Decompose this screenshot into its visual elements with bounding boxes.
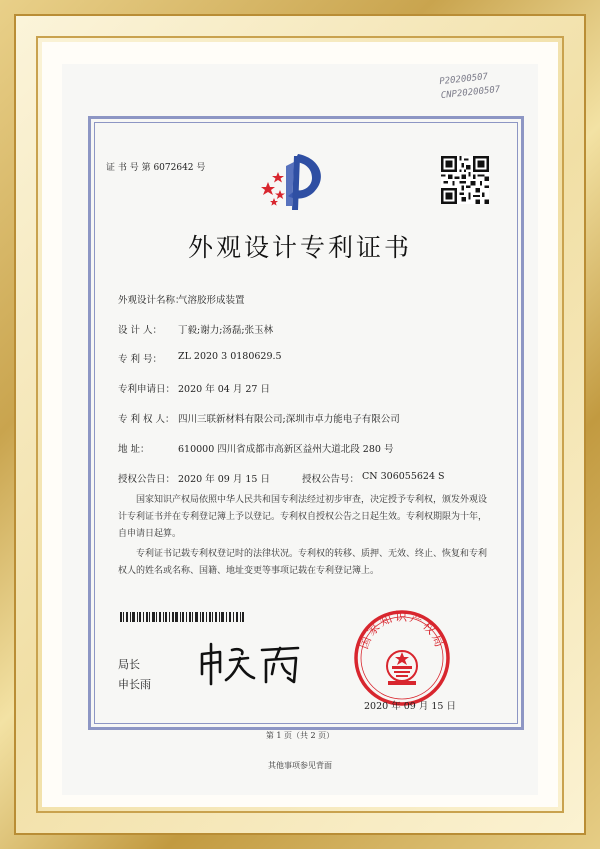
grant-number-label: 授权公告号：: [302, 474, 360, 485]
footer-note: 其他事项参见背面: [268, 761, 332, 770]
designer-label: 设 计 人：: [118, 325, 163, 336]
director-signature: [196, 640, 306, 688]
grant-paragraph: 国家知识产权局依照中华人民共和国专利法经过初步审查，决定授予专利权，颁发外观设计专利证书并在专利登记簿上予以登记。专利权自授权公告之日起生效。专利权期限为十年，自申请日起算。: [118, 495, 488, 539]
grant-date-value: 2020 年 09 月 15 日: [178, 474, 270, 485]
handwritten-note-line: CNP20200507: [440, 84, 501, 102]
patentee-value: 四川三联新材料有限公司;深圳市卓力能电子有限公司: [178, 414, 400, 425]
address-value: 610000 四川省成都市高新区益州大道北段 280 号: [178, 444, 394, 455]
patent-number-value: ZL 2020 3 0180629.5: [178, 351, 282, 362]
design-name-label: 外观设计名称：: [118, 295, 185, 306]
filing-date-label: 专利申请日：: [118, 384, 176, 395]
patent-number-label: 专 利 号：: [118, 354, 163, 365]
certificate-title: 外观设计专利证书: [187, 233, 412, 262]
design-name-value: 气溶胶形成装置: [178, 295, 245, 306]
official-seal-stamp: [352, 608, 452, 708]
cnipa-logo-icon: [258, 148, 334, 214]
barcode: [120, 612, 244, 622]
patentee-label: 专 利 权 人：: [118, 414, 175, 425]
director-title: 局长: [118, 658, 140, 671]
seal-date: 2020 年 09 月 15 日: [364, 701, 456, 712]
legal-status-paragraph: 专利证书记载专利权登记时的法律状况。专利权的转移、质押、无效、终止、恢复和专利权人的姓名或名称、国籍、地址变更等事项记载在专利登记簿上。: [118, 549, 488, 576]
grant-date-label: 授权公告日：: [118, 474, 176, 485]
certificate-number: 证 书 号 第 6072642 号: [106, 163, 206, 173]
page-number: 第 1 页（共 2 页）: [265, 731, 335, 740]
filing-date-value: 2020 年 04 月 27 日: [178, 384, 270, 395]
address-label: 地 址：: [118, 444, 150, 455]
qr-code: [441, 156, 489, 204]
handwritten-note-line: P20200507: [438, 72, 489, 88]
svg-text:国家知识产权局: 国家知识产权局: [356, 609, 448, 651]
director-name: 申长雨: [118, 678, 151, 691]
grant-number-value: CN 306055624 S: [362, 471, 445, 482]
designer-value: 丁毅;谢力;汤磊;张玉林: [178, 325, 274, 336]
